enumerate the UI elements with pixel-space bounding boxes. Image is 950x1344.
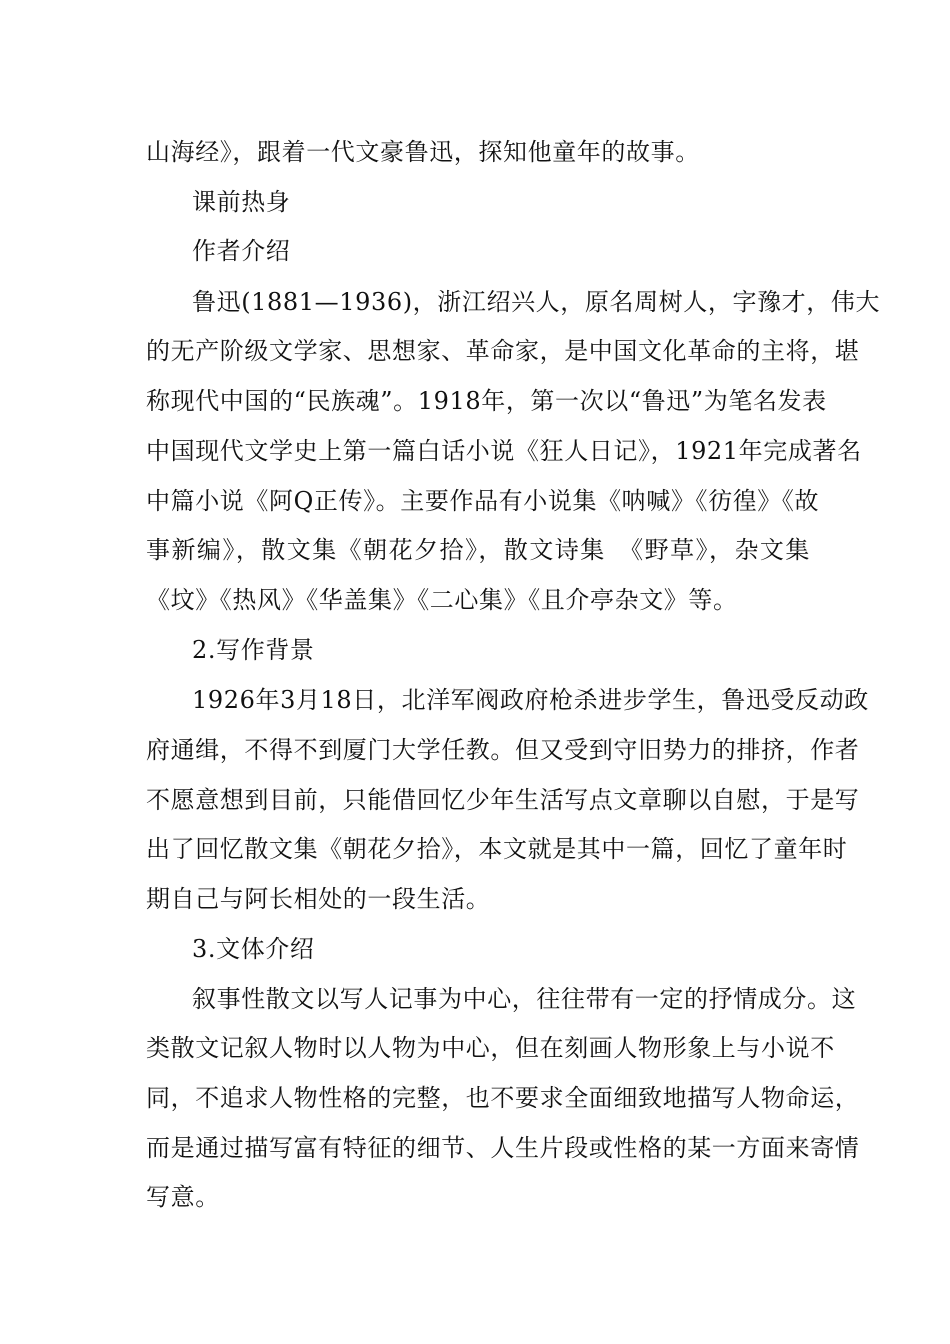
text-line: 的无产阶级文学家、思想家、革命家，是中国文化革命的主将，堪 [146,337,860,365]
text-line: 类散文记叙人物时以人物为中心，但在刻画人物形象上与小说不 [146,1034,835,1062]
text-line: 府通缉，不得不到厦门大学任教。但又受到守旧势力的排挤，作者 [146,736,860,764]
text-line: 称现代中国的“民族魂”。1918年，第一次以“鲁迅”为笔名发表 [146,387,827,415]
text-line: 中国现代文学史上第一篇白话小说《狂人日记》，1921年完成著名 [146,437,862,465]
text-line: 同，不追求人物性格的完整，也不要求全面细致地描写人物命运， [146,1084,860,1112]
text-line: 而是通过描写富有特征的细节、人生片段或性格的某一方面来寄情 [146,1134,860,1162]
text-line: 鲁迅(1881—1936)，浙江绍兴人，原名周树人，字豫才，伟大 [192,288,881,316]
text-line: 叙事性散文以写人记事为中心，往往带有一定的抒情成分。这 [192,985,857,1013]
section-heading-genre: 3.文体介绍 [192,935,315,963]
text-line: 山海经》，跟着一代文豪鲁迅，探知他童年的故事。 [146,138,700,166]
section-heading-author: 作者介绍 [192,237,291,265]
text-line: 出了回忆散文集《朝花夕拾》，本文就是其中一篇，回忆了童年时 [146,835,848,863]
text-line: 不愿意想到目前，只能借回忆少年生活写点文章聊以自慰，于是写 [146,786,860,814]
text-line: 写意。 [146,1183,220,1211]
text-line: 《坟》《热风》《华盖集》《二心集》《且介亭杂文》等。 [146,586,738,614]
text-line: 中篇小说《阿Q正传》。主要作品有小说集《呐喊》《彷徨》《故 [146,487,820,515]
text-line: 1926年3月18日，北洋军阀政府枪杀进步学生，鲁迅受反动政 [192,686,869,714]
section-heading-background: 2.写作背景 [192,636,315,664]
text-line: 事新编》，散文集《朝花夕拾》，散文诗集 《野草》，杂文集 [146,536,810,564]
section-heading-warmup: 课前热身 [192,188,291,216]
text-line: 期自己与阿长相处的一段生活。 [146,885,491,913]
